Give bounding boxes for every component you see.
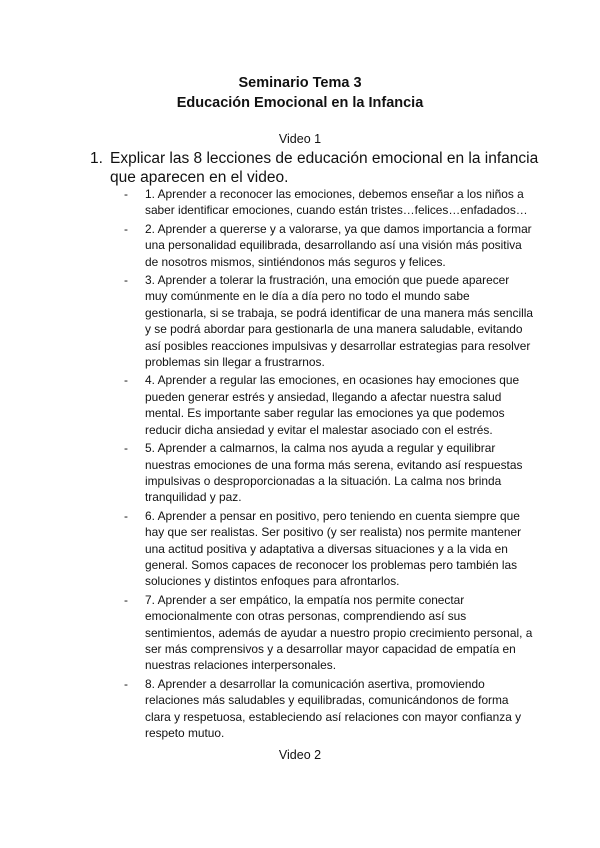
bullet-dash: - xyxy=(124,373,128,388)
answer-text: 1. Aprender a reconocer las emociones, debemos enseñar a los niños a saber identificar emociones, cuando están tristes…felices…enfadados… xyxy=(145,187,528,218)
question-number: 1. xyxy=(90,150,103,167)
answer-text: 5. Aprender a calmarnos, la calma nos ayuda a regular y equilibrar nuestras emociones de una forma más serena, evitando así respuestas impulsivas o desproporcionadas a la situación. La calma nos brinda tranquilidad y paz. xyxy=(145,441,523,505)
list-item xyxy=(124,372,534,438)
bullet-dash: - xyxy=(124,273,128,288)
bullet-dash: - xyxy=(124,441,128,456)
bullet-dash: - xyxy=(124,592,128,607)
answer-text: 8. Aprender a desarrollar la comunicación asertiva, promoviendo relaciones más saludables y equilibradas, comunicándonos de forma clara y respetuosa, estableciendo así relaciones con mayor confianza y respeto mutuo. xyxy=(145,676,522,740)
answer-text: 6. Aprender a pensar en positivo, pero teniendo en cuenta siempre que hay que ser realistas. Ser positivo (y ser realista) nos permite mantener una actitud positiva y adaptativa a diversas situaciones y a la vida en general. Somos capaces de reconocer los problemas pero también las soluciones y distintos enfoques para afrontarlos. xyxy=(145,508,522,589)
answer-list xyxy=(124,186,534,743)
section-label-video-2: Video 2 xyxy=(278,748,322,762)
list-item xyxy=(124,508,534,590)
document-subtitle: Educación Emocional en la Infancia xyxy=(176,95,424,111)
answer-text: 2. Aprender a quererse y a valorarse, ya que damos importancia a formar una personalidad equilibrada, desarrollando así una visión más positiva de nosotros mismos, sintiéndonos más seguros y felices. xyxy=(145,221,532,269)
section-label-video-1: Video 1 xyxy=(278,132,322,146)
bullet-dash: - xyxy=(124,187,128,201)
bullet-dash: - xyxy=(124,676,128,691)
question-1 xyxy=(90,149,540,187)
list-item xyxy=(124,186,534,219)
answer-text: 7. Aprender a ser empático, la empatía nos permite conectar emocionalmente con otras personas, comprendiendo así sus sentimientos, además de ayudar a nuestro propio crecimiento personal, a ser más comprensivos y a desarrollar mayor capacidad de empatía en nuestras relaciones interpersonales. xyxy=(145,592,533,673)
document-title: Seminario Tema 3 xyxy=(238,75,362,91)
bullet-dash: - xyxy=(124,221,128,236)
question-text: Explicar las 8 lecciones de educación emocional en la infancia que aparecen en el video. xyxy=(110,150,539,186)
list-item xyxy=(124,676,534,742)
list-item xyxy=(124,272,534,370)
answer-text: 4. Aprender a regular las emociones, en ocasiones hay emociones que pueden generar estrés y ansiedad, llegando a afectar nuestra salud mental. Es importante saber regular las emociones ya que podemos reducir dicha ansiedad y evitar el malestar asociado con el estrés. xyxy=(145,373,520,437)
answer-text: 3. Aprender a tolerar la frustración, una emoción que puede aparecer muy comúnmente en le día a día pero no todo el mundo sabe gestionarla, si se trabaja, se podrá identificar de una manera más sencilla y se podrá abordar para gestionarla de una manera saludable, evitando así posibles reacciones impulsivas y desarrollar estrategias para resolver problemas sin llegar a frustrarnos. xyxy=(145,273,533,370)
list-item xyxy=(124,592,534,674)
list-item xyxy=(124,221,534,270)
bullet-dash: - xyxy=(124,508,128,523)
list-item xyxy=(124,440,534,506)
